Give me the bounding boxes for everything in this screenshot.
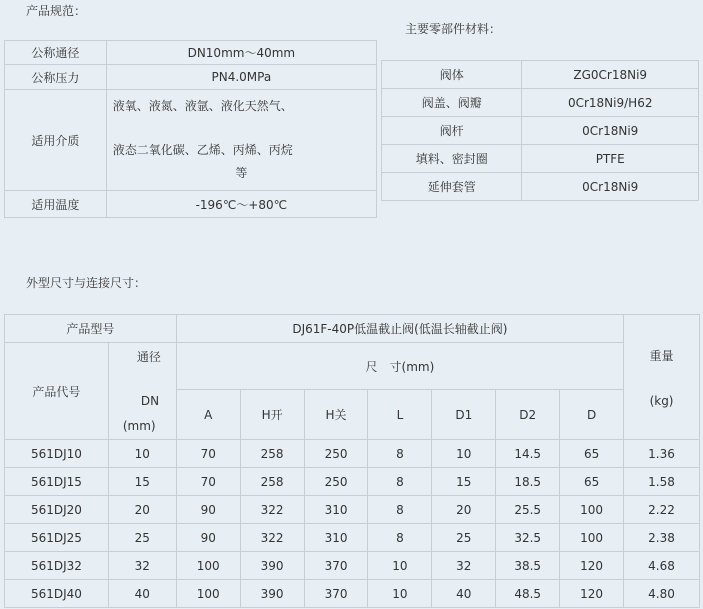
dim-d1-cell: 20 [432, 496, 496, 524]
spec-label-nominal-pressure: 公称压力 [5, 65, 107, 90]
bore-label: 通径 [136, 350, 161, 364]
spec-value-temperature: -196℃～+80℃ [106, 191, 376, 218]
bore-cell: 25 [108, 524, 176, 552]
dim-h-open-cell: 322 [240, 524, 304, 552]
spec-row [5, 41, 377, 65]
product-code-cell: 561DJ32 [5, 552, 109, 580]
spec-label-medium: 适用介质 [5, 90, 107, 191]
material-part: 阀体 [382, 61, 522, 89]
dim-d-cell: 100 [560, 496, 624, 524]
dim-h-close-cell: 370 [304, 580, 368, 608]
dim-d2-cell: 48.5 [496, 580, 560, 608]
bore-cell: 10 [108, 440, 176, 468]
dim-a-cell: 90 [176, 496, 240, 524]
dim-col-d1: D1 [432, 390, 496, 440]
table-row [5, 468, 700, 496]
dimensions-header-row [5, 315, 700, 343]
material-part: 阀盖、阀瓣 [382, 89, 522, 117]
dim-col-h-close: H关 [304, 390, 368, 440]
product-code-cell: 561DJ15 [5, 468, 109, 496]
dimensions-header-row [5, 343, 700, 390]
dim-a-cell: 100 [176, 552, 240, 580]
weight-cell: 4.80 [624, 580, 700, 608]
table-row [5, 580, 700, 608]
dim-d2-cell: 32.5 [496, 524, 560, 552]
dim-d2-cell: 14.5 [496, 440, 560, 468]
material-value: 0Cr18Ni9 [522, 117, 699, 145]
dim-col-l: L [368, 390, 432, 440]
dim-d-cell: 120 [560, 580, 624, 608]
materials-heading: 主要零部件材料： [405, 22, 502, 36]
materials-table [381, 60, 699, 201]
dim-h-close-cell: 370 [304, 552, 368, 580]
dim-a-cell: 100 [176, 580, 240, 608]
table-row [5, 552, 700, 580]
medium-line-1: 液氧、液氮、液氩、液化天然气、 [112, 99, 293, 113]
dim-d-cell: 65 [560, 440, 624, 468]
dim-d-cell: 100 [560, 524, 624, 552]
dim-d1-cell: 25 [432, 524, 496, 552]
dim-a-cell: 70 [176, 440, 240, 468]
dimensions-table [4, 314, 700, 608]
bore-header [108, 343, 176, 440]
code-label: 产品代号 [5, 343, 109, 440]
dim-col-h-open: H开 [240, 390, 304, 440]
dim-col-d: D [560, 390, 624, 440]
spec-value-nominal-pressure: PN4.0MPa [106, 65, 376, 90]
dimensions-heading: 外型尺寸与连接尺寸： [26, 276, 147, 290]
dim-d-cell: 120 [560, 552, 624, 580]
spec-value-medium [106, 90, 376, 191]
dim-h-close-cell: 250 [304, 440, 368, 468]
bore-cell: 32 [108, 552, 176, 580]
weight-cell: 1.36 [624, 440, 700, 468]
material-value: 0Cr18Ni9/H62 [522, 89, 699, 117]
dim-col-d2: D2 [496, 390, 560, 440]
medium-line-3: 等 [235, 166, 248, 180]
dim-l-cell: 10 [368, 580, 432, 608]
bore-unit: (mm) [122, 419, 156, 433]
size-label: 尺 寸(mm) [176, 343, 623, 390]
material-part: 填料、密封圈 [382, 145, 522, 173]
product-code-cell: 561DJ25 [5, 524, 109, 552]
dim-a-cell: 70 [176, 468, 240, 496]
dim-d1-cell: 10 [432, 440, 496, 468]
dim-d-cell: 65 [560, 468, 624, 496]
dim-h-open-cell: 390 [240, 552, 304, 580]
dim-d2-cell: 18.5 [496, 468, 560, 496]
bore-cell: 40 [108, 580, 176, 608]
medium-line-2: 液态二氧化碳、乙烯、丙烯、丙烷 [112, 143, 293, 157]
dim-l-cell: 8 [368, 468, 432, 496]
spec-heading: 产品规范： [26, 4, 87, 18]
spec-row [5, 90, 377, 191]
spec-label-temperature: 适用温度 [5, 191, 107, 218]
weight-cell: 2.38 [624, 524, 700, 552]
model-label: 产品型号 [5, 315, 177, 343]
spec-value-nominal-diameter: DN10mm～40mm [106, 41, 376, 65]
dim-d2-cell: 38.5 [496, 552, 560, 580]
bore-dn: DN [140, 394, 160, 408]
product-code-cell: 561DJ20 [5, 496, 109, 524]
dim-h-close-cell: 310 [304, 496, 368, 524]
dim-l-cell: 8 [368, 524, 432, 552]
dim-l-cell: 10 [368, 552, 432, 580]
table-row [5, 496, 700, 524]
spec-table [4, 40, 377, 218]
product-code-cell: 561DJ10 [5, 440, 109, 468]
material-value: PTFE [522, 145, 699, 173]
model-value: DJ61F-40P低温截止阀(低温长轴截止阀) [176, 315, 623, 343]
dim-col-a: A [176, 390, 240, 440]
materials-row [382, 145, 699, 173]
product-code-cell: 561DJ40 [5, 580, 109, 608]
material-value: ZG0Cr18Ni9 [522, 61, 699, 89]
dim-h-close-cell: 310 [304, 524, 368, 552]
weight-label: 重量 [649, 348, 674, 363]
weight-cell: 4.68 [624, 552, 700, 580]
dim-d1-cell: 32 [432, 552, 496, 580]
spec-label-nominal-diameter: 公称通径 [5, 41, 107, 65]
spec-row [5, 191, 377, 218]
materials-row [382, 89, 699, 117]
table-row [5, 524, 700, 552]
material-part: 延伸套管 [382, 173, 522, 201]
materials-row [382, 173, 699, 201]
dim-d1-cell: 40 [432, 580, 496, 608]
weight-unit: (kg) [649, 393, 674, 408]
materials-row [382, 61, 699, 89]
dim-h-open-cell: 322 [240, 496, 304, 524]
weight-header [624, 315, 700, 440]
weight-cell: 2.22 [624, 496, 700, 524]
material-part: 阀杆 [382, 117, 522, 145]
dim-a-cell: 90 [176, 524, 240, 552]
spec-row [5, 65, 377, 90]
dim-h-open-cell: 258 [240, 440, 304, 468]
materials-row [382, 117, 699, 145]
dim-h-open-cell: 390 [240, 580, 304, 608]
dim-l-cell: 8 [368, 496, 432, 524]
table-row [5, 440, 700, 468]
material-value: 0Cr18Ni9 [522, 173, 699, 201]
weight-cell: 1.58 [624, 468, 700, 496]
bore-cell: 15 [108, 468, 176, 496]
dim-l-cell: 8 [368, 440, 432, 468]
dim-h-close-cell: 250 [304, 468, 368, 496]
dim-d2-cell: 25.5 [496, 496, 560, 524]
dim-h-open-cell: 258 [240, 468, 304, 496]
dim-d1-cell: 15 [432, 468, 496, 496]
bore-cell: 20 [108, 496, 176, 524]
